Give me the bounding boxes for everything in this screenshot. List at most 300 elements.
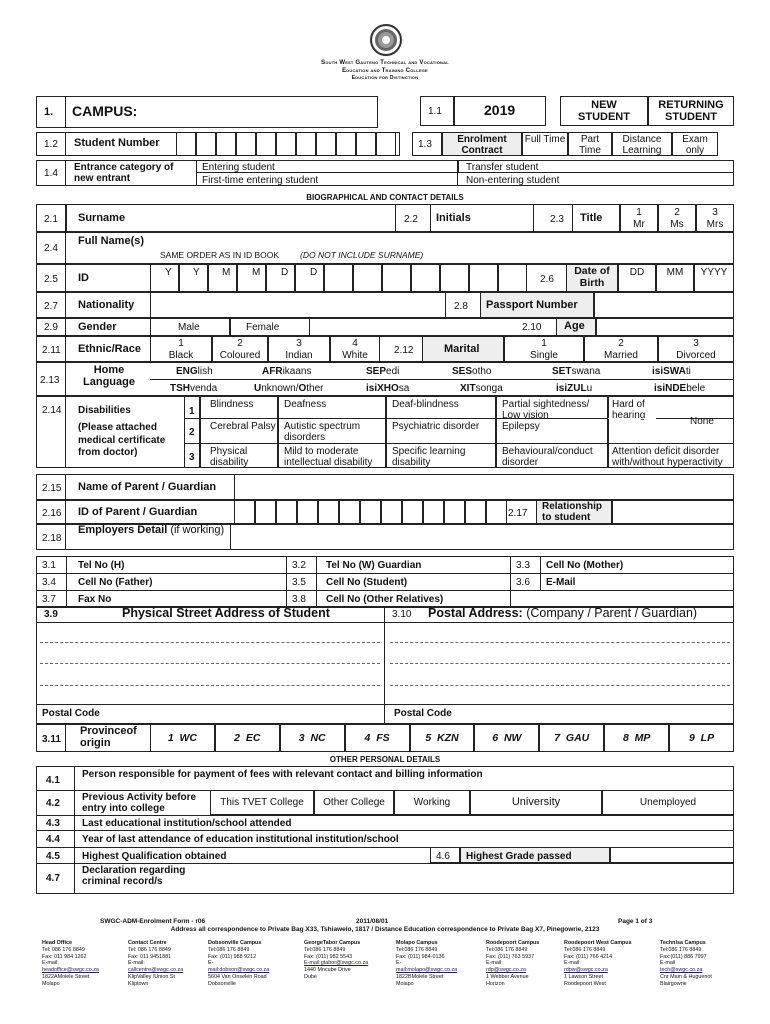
office-l1: Tel: 086 176 8849: [42, 946, 85, 953]
office-l2: Fax: (011) 982 5543: [304, 953, 353, 960]
student-number-digit-cell[interactable]: [236, 132, 256, 156]
cell-m-label[interactable]: Cell No (Mother): [546, 560, 624, 571]
marital-label: Marital: [444, 343, 480, 355]
parent-id-digit-cell[interactable]: [444, 500, 465, 524]
office-l2: Fax: (011) 763 5937: [486, 953, 535, 960]
phys-line2[interactable]: [40, 663, 380, 664]
office-l6: Horizon: [486, 980, 505, 987]
office-l3: E-mail:: [128, 960, 145, 967]
student-number-digit-cell[interactable]: [376, 132, 396, 156]
race-black-label: Black: [168, 350, 194, 361]
id-digit-cell[interactable]: [498, 264, 527, 292]
fullname-note: SAME ORDER AS IN ID BOOK: [160, 250, 280, 260]
parent-id-digit-cell[interactable]: [318, 500, 339, 524]
parent-id-digit-cell[interactable]: [465, 500, 486, 524]
id-d2: D: [310, 267, 318, 278]
language-option[interactable]: [366, 366, 399, 377]
title-ms-label: Ms: [670, 219, 684, 230]
dis-specific: Specific learning disability: [392, 446, 466, 468]
nationality-input[interactable]: [150, 292, 446, 318]
cell-s-label[interactable]: Cell No (Student): [326, 577, 408, 588]
title-mr-label: Mr: [633, 219, 645, 230]
province-label: Provinceof origin: [80, 725, 137, 750]
parent-id-digit-cell[interactable]: [297, 500, 318, 524]
office-l1: Tel:086 176 8849: [486, 946, 528, 953]
office-l3: E-mail: [660, 960, 676, 967]
last-num: 4.3: [46, 818, 60, 829]
office-l3: E-: [396, 960, 402, 967]
language-option[interactable]: [552, 366, 600, 377]
age-label: Age: [564, 320, 585, 332]
race-num: 2.11: [42, 345, 61, 356]
student-number-digit-cell[interactable]: [336, 132, 356, 156]
office-l2: Fax: 011 9451881: [128, 953, 172, 960]
lang-code: isiSWA: [652, 366, 686, 377]
distance-label: Distance Learning: [622, 134, 662, 156]
office-l3: E-mail:: [42, 960, 59, 967]
transfer-label: Transfer student: [466, 162, 539, 173]
office-l6: Kliptown: [128, 980, 149, 987]
office-l5: 5604 Van Onselen Road: [208, 973, 267, 980]
cell-o-num: 3.8: [292, 594, 306, 605]
new-student-label: NEW STUDENT: [578, 99, 630, 124]
dis-behav: Behavioural/conduct disorder: [502, 446, 593, 468]
disability-r3: 3: [189, 452, 195, 463]
tel-h-label[interactable]: Tel No (H): [78, 560, 125, 571]
office-block: [486, 940, 539, 987]
grade-label: Highest Grade passed: [466, 851, 572, 862]
office-l2: Fax: (011) 766 4214: [564, 953, 613, 960]
initials-input[interactable]: [430, 204, 534, 232]
race-white-num: 4: [352, 338, 358, 349]
college-logo: [370, 24, 402, 56]
language-option[interactable]: [452, 366, 491, 377]
lang-rest: ikaans: [282, 366, 312, 377]
enrol-label: Enrolment Contract: [457, 134, 507, 156]
office-block: [660, 940, 712, 987]
language-label: Home Language: [83, 364, 135, 389]
student-number-num: 1.2: [44, 139, 58, 150]
gender-label: Gender: [78, 321, 117, 333]
id-num: 2.5: [44, 274, 58, 285]
dis-hard: Hard of hearing: [612, 399, 646, 421]
office-block: [42, 940, 99, 987]
office-l2: Fax: 011 984 1262: [42, 953, 87, 960]
campus-num: 1.: [44, 106, 54, 118]
office-name: Roodepoort West Campus: [564, 940, 632, 946]
disability-label: Disabilities: [78, 405, 131, 416]
parent-id-digit-cell[interactable]: [234, 500, 255, 524]
email-label[interactable]: E-Mail: [546, 577, 576, 588]
id-digit-cell[interactable]: [469, 264, 498, 292]
province-option-label: 2 EC: [234, 732, 261, 744]
marital-single-num: 1: [541, 338, 547, 349]
marital-married-label: Married: [604, 350, 638, 361]
cell-f-num: 3.4: [42, 577, 56, 588]
office-l2: Fax: (011) 988 9212: [208, 953, 257, 960]
language-option[interactable]: [654, 383, 705, 394]
office-l1: Tel:086 176 8849: [660, 946, 702, 953]
passport-num: 2.8: [454, 301, 468, 312]
office-name: Molapo Campus: [396, 940, 438, 946]
dob-yyyy: YYYY: [700, 267, 728, 278]
student-number-digit-cell[interactable]: [216, 132, 236, 156]
dis-mild: Mild to moderate intellectual disability: [284, 446, 373, 468]
resp-label[interactable]: Person responsible for payment of fees with relevant contact and billing information: [82, 769, 483, 780]
office-l1: Tel:086 176 8849: [564, 946, 606, 953]
office-block: [128, 940, 183, 987]
office-l6: Blairgowrie: [660, 980, 687, 987]
nationality-num: 2.7: [44, 301, 58, 312]
relationship-label: Relationship to student: [542, 501, 603, 523]
lang-code: SEP: [366, 366, 387, 377]
id-d1: D: [281, 267, 289, 278]
title-mr-num: 1: [636, 207, 642, 218]
fax-num: 3.7: [42, 594, 56, 605]
language-option[interactable]: [262, 366, 311, 377]
province-option-label: 5 KZN: [425, 732, 459, 744]
surname-num: 2.1: [44, 214, 58, 225]
dob-num: 2.6: [540, 274, 554, 285]
surname-input[interactable]: [66, 204, 396, 232]
passport-input[interactable]: [594, 292, 734, 318]
office-l3: E-mail:: [564, 960, 581, 967]
language-option[interactable]: [556, 383, 592, 394]
prev-num: 4.2: [46, 798, 60, 809]
footer-form: SWGC-ADM-Enrolment Form - r06: [100, 918, 206, 925]
relationship-input[interactable]: [612, 500, 734, 524]
resp-num: 4.1: [46, 775, 60, 786]
footer-date: 2011/08/01: [356, 918, 389, 925]
title-mrs-label: Mrs: [706, 219, 724, 230]
contact-col-b: [286, 556, 287, 608]
dis-deafblind: Deaf-blindness: [392, 399, 459, 410]
office-l4[interactable]: tech@swgc.co.za: [660, 967, 703, 973]
year-att-label[interactable]: Year of last attendance of education institutional institution/school: [82, 834, 399, 845]
gender-female-label: Female: [246, 322, 280, 333]
fullname-num: 2.4: [44, 243, 58, 254]
footer-address: Address all correspondence to Private Bag X33, Tshiawelo, 1817 / Distance Education correspondence to Private Bag X7, Pinegowrie, 2123: [170, 926, 600, 933]
office-block: [564, 940, 632, 987]
race-indian-label: Indian: [285, 350, 313, 361]
parent-id-digit-cell[interactable]: [423, 500, 444, 524]
lang-rest: ther: [306, 383, 324, 394]
title-ms-num: 2: [674, 207, 680, 218]
college-name-line1: South West Gauteng Technical and Vocational: [321, 60, 449, 66]
relationship-num: 2.17: [508, 508, 528, 519]
dob-mm: MM: [666, 267, 684, 278]
dis-adhd: Attention deficit disorder with/without hyperactivity: [612, 446, 723, 468]
parent-id-digit-cell[interactable]: [381, 500, 402, 524]
age-num: 2.10: [522, 322, 542, 333]
office-name: Roodepoort Campus: [486, 940, 540, 946]
highest-num: 4.5: [46, 851, 60, 862]
student-number-digit-cell[interactable]: [296, 132, 316, 156]
id-digit-cell[interactable]: [353, 264, 382, 292]
lang-rest: sa: [398, 383, 410, 394]
dob-dd: DD: [629, 267, 645, 278]
college-header: [230, 60, 540, 81]
prev-oc-label: Other College: [323, 797, 385, 808]
tel-h-num: 3.1: [42, 560, 56, 571]
title-num: 2.3: [550, 214, 564, 225]
marital-divorced-num: 3: [693, 338, 699, 349]
surname-label: Surname: [78, 212, 126, 224]
pc-line: [36, 704, 734, 705]
office-l3: E-: [208, 960, 214, 967]
parent-id-digit-cell[interactable]: [339, 500, 360, 524]
office-l6: Roodepoort West: [564, 980, 606, 987]
language-option[interactable]: [176, 366, 213, 377]
phys-num: 3.9: [44, 609, 58, 620]
lang-rest: otho: [472, 366, 492, 377]
marital-divorced-label: Divorced: [676, 350, 716, 361]
phys-pc-label[interactable]: Postal Code: [42, 708, 100, 719]
office-block: [396, 940, 457, 987]
parent-id-digit-cell[interactable]: [360, 500, 381, 524]
entering-label: Entering student: [202, 162, 275, 173]
postal-line2[interactable]: [390, 663, 730, 664]
lang-rest: swana: [571, 366, 601, 377]
contact-div1: [36, 573, 734, 574]
email-num: 3.6: [516, 577, 530, 588]
student-number-digit-cell[interactable]: [176, 132, 196, 156]
disability-note: (Please attached medical certificate from doctor): [78, 422, 166, 458]
prev-unemp-label: Unemployed: [639, 797, 697, 808]
office-l4[interactable]: mail:dobson@swgc.co.za: [208, 967, 270, 973]
id-y1: Y: [165, 267, 172, 278]
lang-rest: nknown/: [261, 383, 299, 394]
office-name: GeorgeTabor Campus: [304, 940, 361, 946]
employer-input[interactable]: [230, 524, 734, 550]
contact-div2: [36, 590, 734, 591]
dis-physical: Physical disability: [210, 446, 249, 468]
student-number-digit-cell[interactable]: [196, 132, 216, 156]
employer-num: 2.18: [42, 533, 62, 544]
year-num: 1.1: [428, 106, 442, 117]
prev-label: Previous Activity before entry into college: [82, 792, 197, 814]
gender-male-label: Male: [178, 322, 200, 333]
office-l4[interactable]: rdp@swgc.co.za: [486, 967, 526, 973]
year-att-num: 4.4: [46, 834, 60, 845]
lang-code: SES: [452, 366, 473, 377]
cell-f-label[interactable]: Cell No (Father): [78, 577, 153, 588]
dis-autistic: Autistic spectrum disorders: [284, 421, 361, 443]
id-digit-cell[interactable]: [324, 264, 353, 292]
enrol-num: 1.3: [418, 139, 432, 150]
employer-label: [78, 524, 228, 536]
full-time-label: Full Time: [524, 134, 566, 145]
last-label[interactable]: Last educational institution/school attended: [82, 818, 292, 829]
fax-label[interactable]: Fax No: [78, 594, 112, 605]
college-name-line2: Education and Training College: [342, 67, 428, 74]
lang-code: AFR: [262, 366, 283, 377]
office-name: Dobsonville Campus: [208, 940, 262, 946]
prev-uni-label: University: [511, 796, 561, 808]
phys-line1[interactable]: [40, 642, 380, 643]
language-option[interactable]: [652, 366, 691, 377]
phys-label: Physical Street Address of Student: [122, 606, 330, 620]
province-option-label: 1 WC: [167, 732, 198, 744]
language-option[interactable]: [366, 383, 409, 394]
office-l4[interactable]: callcentre@swgc.co.za: [128, 967, 184, 973]
grade-num: 4.6: [436, 851, 450, 862]
title-label: Title: [580, 212, 603, 224]
fullname-label: Full Name(s): [78, 235, 145, 247]
office-block: [208, 940, 269, 987]
lang-rest: edi: [386, 366, 400, 377]
dob-label: Date of Birth: [574, 265, 610, 289]
dis-cerebral: Cerebral Palsy: [210, 421, 276, 432]
dis-partial: Partial sightedness/ Low vision: [502, 399, 590, 421]
cell-s-num: 3.5: [292, 577, 306, 588]
employer-label-main: Employers Detail: [78, 524, 168, 536]
office-l5: 1 Webber Avenue: [486, 973, 529, 980]
lang-code: SET: [552, 366, 572, 377]
lang-rest: songa: [475, 383, 503, 394]
office-name: Head Office: [42, 940, 72, 946]
id-digit-cell[interactable]: [411, 264, 440, 292]
nationality-label: Nationality: [78, 299, 135, 311]
postal-num: 3.10: [392, 609, 412, 620]
college-motto: Education for Distinction: [351, 75, 419, 81]
race-coloured-num: 2: [237, 338, 243, 349]
office-l1: Tel: 086 176 8849: [128, 946, 171, 953]
office-l1: Tel:086 176 8849: [304, 946, 346, 953]
passport-label: Passport Number: [486, 299, 578, 311]
decl-num: 4.7: [46, 873, 60, 884]
lang-code: isiXHO: [366, 383, 399, 394]
office-l6: Dobsonville: [208, 980, 236, 987]
postal-line1[interactable]: [390, 642, 730, 643]
office-l6: Molapo: [42, 980, 60, 987]
tel-w-label[interactable]: Tel No (W) Guardian: [326, 560, 422, 571]
fullname-note2: (DO NOT INCLUDE SURNAME): [300, 250, 424, 260]
id-m1: M: [222, 267, 231, 278]
dis-blindness: Blindness: [210, 399, 254, 410]
campus-label: CAMPUS:: [72, 103, 138, 119]
address-header-line: [36, 622, 734, 623]
race-label: Ethnic/Race: [78, 343, 141, 355]
office-l2: Fax:(011) 886 7997: [660, 953, 707, 960]
disability-r1: 1: [189, 406, 195, 417]
student-number-digit-cell[interactable]: [356, 132, 376, 156]
office-l3: E-mail:: [486, 960, 503, 967]
office-name: Technisa Campus: [660, 940, 706, 946]
disability-num: 2.14: [42, 405, 62, 416]
student-number-digit-cell[interactable]: [276, 132, 296, 156]
dis-psych: Psychiatric disorder: [392, 421, 480, 432]
dis-none: None: [690, 416, 714, 427]
office-l4[interactable]: headoffice@swgc.co.za: [42, 967, 99, 973]
age-input[interactable]: [596, 318, 734, 336]
parent-name-input[interactable]: [234, 474, 734, 500]
province-option-label: 9 LP: [689, 732, 715, 744]
phys-line3[interactable]: [40, 685, 380, 686]
office-l4: 1440 Mncube Drive: [304, 967, 351, 973]
language-divider: [150, 379, 734, 380]
lang-code: isiZUL: [556, 383, 587, 394]
cell-o-label[interactable]: Cell No (Other Relatives): [326, 594, 444, 605]
student-number-digit-cell[interactable]: [256, 132, 276, 156]
contact-col-c: [316, 556, 317, 608]
lang-code: ENG: [176, 366, 198, 377]
id-y2: Y: [193, 267, 200, 278]
parent-id-digit-cell[interactable]: [402, 500, 423, 524]
prev-tvet-label: This TVET College: [220, 797, 304, 808]
non-entering-label[interactable]: Non-entering student: [466, 175, 560, 186]
office-block: [304, 940, 368, 981]
postal-label: [428, 607, 697, 621]
returning-student-label: RETURNING STUDENT: [658, 99, 724, 124]
prev-work-label: Working: [413, 797, 451, 808]
marital-num: 2.12: [394, 345, 414, 356]
race-indian-num: 3: [296, 338, 302, 349]
initials-num: 2.2: [404, 214, 418, 225]
parent-id-label: ID of Parent / Guardian: [78, 506, 198, 518]
marital-married-num: 2: [618, 338, 624, 349]
language-option[interactable]: [254, 383, 324, 394]
id-digit-cell[interactable]: [440, 264, 469, 292]
lang-rest: lish: [197, 366, 213, 377]
parent-id-digit-cell[interactable]: [276, 500, 297, 524]
province-option-label: 3 NC: [298, 732, 326, 744]
contact-col-d: [510, 556, 511, 608]
parent-id-digit-cell[interactable]: [255, 500, 276, 524]
surname-num-cell: [36, 204, 66, 232]
exam-label: Exam only: [682, 134, 708, 156]
province-option-label: 6 NW: [492, 732, 522, 744]
decl-label[interactable]: Declaration regarding criminal record/s: [82, 865, 186, 887]
highest-label[interactable]: Highest Qualification obtained: [82, 851, 227, 862]
marital-single-label: Single: [530, 350, 558, 361]
lang-code: XIT: [460, 383, 476, 394]
language-num: 2.13: [40, 375, 60, 386]
language-option[interactable]: [170, 383, 217, 394]
initials-label: Initials: [436, 212, 471, 224]
office-l2: Fax: (011) 984-0136: [396, 953, 445, 960]
province-option-label: 8 MP: [622, 732, 651, 744]
footer-page: Page 1 of 3: [618, 918, 653, 925]
parent-name-label: Name of Parent / Guardian: [78, 481, 217, 493]
office-l1: Tel:086 176 8849: [396, 946, 438, 953]
dis-epilepsy: Epilepsy: [502, 421, 540, 432]
id-digit-cell[interactable]: [382, 264, 411, 292]
grade-input[interactable]: [610, 847, 734, 863]
province-option-label: 4 FS: [364, 732, 390, 744]
office-l5: 1 Lawson Street: [564, 973, 603, 980]
student-number-digit-cell[interactable]: [316, 132, 336, 156]
lang-rest: ti: [685, 366, 691, 377]
address-box: [36, 606, 734, 724]
office-l5: 1822BMolele Street: [396, 973, 444, 980]
office-l3[interactable]: E-mail:gtabor@swgc.co.za: [304, 960, 369, 967]
language-option[interactable]: [460, 383, 503, 394]
postal-line3[interactable]: [390, 685, 730, 686]
office-l1: Tel:086 176 8849: [208, 946, 250, 953]
lang-rest: bele: [686, 383, 706, 394]
office-l4[interactable]: rdpw@swgc.co.za: [564, 967, 608, 973]
lang-code: TSH: [170, 383, 190, 394]
lang-code: isiNDE: [654, 383, 687, 394]
postal-pc-label[interactable]: Postal Code: [394, 708, 452, 719]
parent-id-digit-cell[interactable]: [486, 500, 507, 524]
postal-label-note: (Company / Parent / Guardian): [526, 606, 698, 620]
entrance-num: 1.4: [44, 168, 58, 179]
office-l4[interactable]: mail:molapo@swgc.co.za: [396, 967, 458, 973]
first-time-label[interactable]: First-time entering student: [202, 175, 319, 186]
office-l5: KlipValley /Union St: [128, 973, 175, 980]
